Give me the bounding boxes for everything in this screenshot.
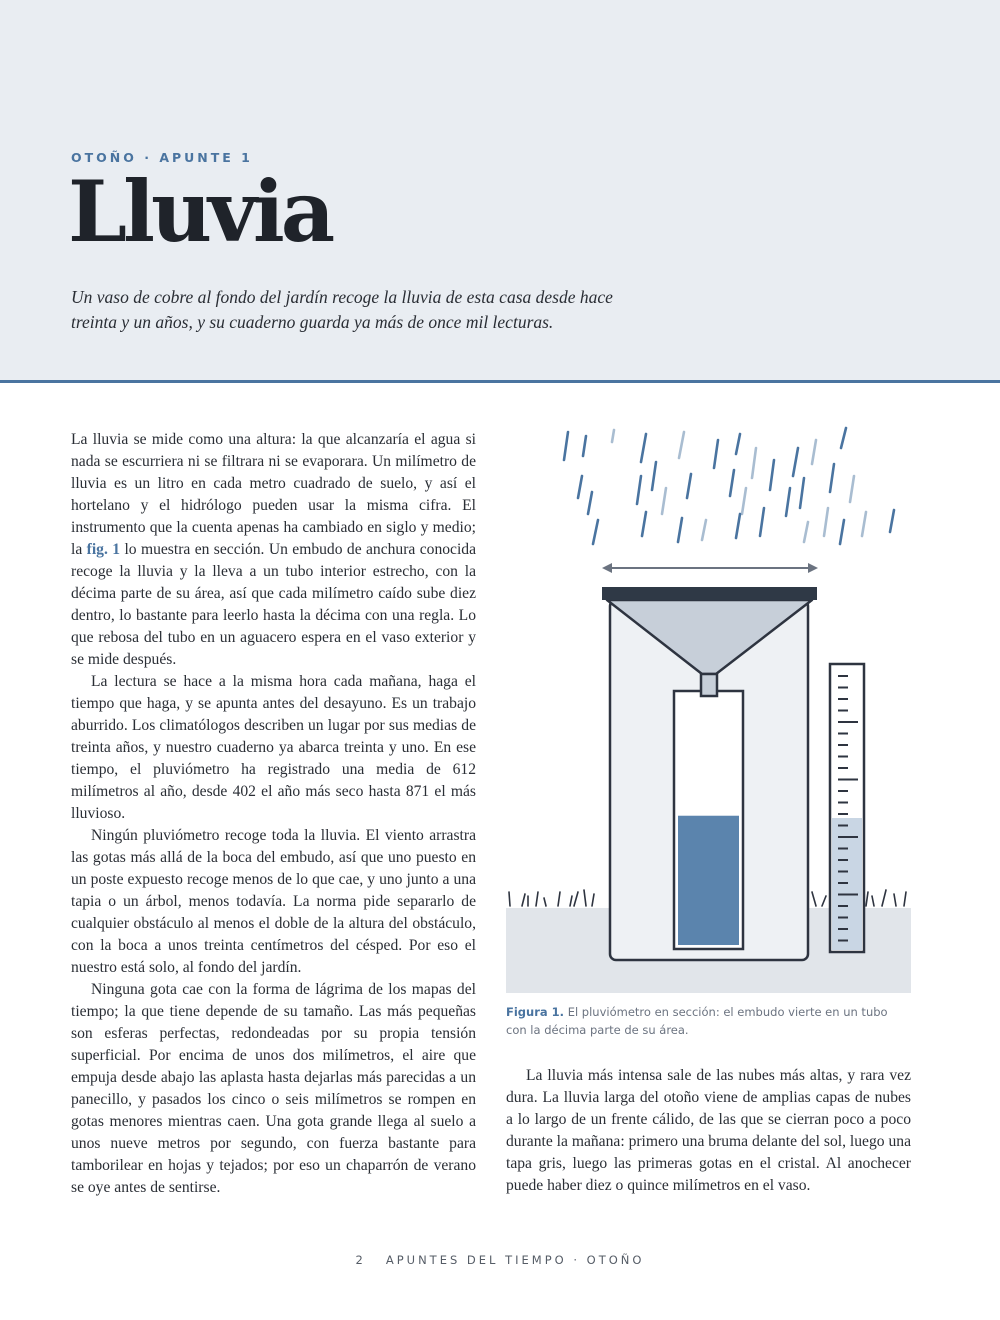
standfirst: Un vaso de cobre al fondo del jardín recoge la lluvia de esta casa desde hace treinta y un años, y su cuaderno guarda ya más de once mil lecturas.: [71, 287, 613, 332]
funnel-spout: [701, 674, 717, 696]
page-title: Lluvia: [68, 162, 332, 261]
paragraph-5: La lluvia más intensa sale de las nubes más altas, y rara vez dura. La lluvia larga del otoño viene de amplias capas de nubes a lo largo de un frente cálido, de las que se cierran poco a poco durante la mañana: primero una bruma delante del sol, luego una tapa gris, luego las primeras gotas en el cristal. Al anochecer puede haber diez o quince milímetros en el vaso.: [506, 1067, 911, 1194]
rain-gauge-illustration: [506, 418, 911, 993]
figure-1-link[interactable]: fig. 1: [86, 541, 121, 558]
paragraph-2: La lectura se hace a la misma hora cada mañana, haga el tiempo que haga, y se apunta antes del desayuno. Es un trabajo aburrido. Los climatólogos describen un lugar por sus medias de treinta años, y nuestro cuaderno ya abarca treinta y uno. En ese tiempo, el pluviómetro ha registrado una media de 612 milímetros al año, desde 402 el año más seco hasta 871 el más lluvioso.: [71, 673, 476, 822]
running-title: APUNTES DEL TIEMPO · OTOÑO: [385, 1253, 645, 1267]
page-number: 2: [355, 1253, 366, 1267]
paragraph-1-start: La lluvia se mide como una altura: la que alcanzaría el agua si nada se escurriera ni se filtrara ni se evaporara. Un milímetro de lluvia es un litro en cada metro cuadrado de suelo, y así el hortelano y el hidrólogo pueden usar la misma cifra. El instrumento que la cuenta apenas ha cambiado en siglo y medio; la: [71, 431, 476, 558]
caption-text: El pluviómetro en sección: el embudo vierte en un tubo con la décima parte de su área.: [506, 1005, 888, 1037]
paragraph-1-end: lo muestra en sección. Un embudo de anchura conocida recoge la lluvia y la lleva a un tubo interior estrecho, con la décima parte de su área, así que cada milímetro caído sube diez dentro, lo bastante para leerlo hasta la décima con una regla. Lo que rebosa del tubo en un aguacero espera en el vaso exterior y se mide después.: [71, 541, 477, 668]
paragraph-4: Ninguna gota cae con la forma de lágrima de los mapas del tiempo; la que tiene depende de su tamaño. Las más pequeñas son esferas perfectas, redondeadas por su propia tensión superficial. Por encima de unos dos milímetros, el aire que empuja desde abajo las aplasta hasta dejarlas más parecidas a un panecillo, y pasados los cinco o seis milímetros se rompen en gotas menores mientras caen. Una gota grande llega al suelo a unos nueve metros por segundo, con fuerza bastante para tamborilear en hojas y tejados; por eso un chaparrón de verano se oye antes de sentirse.: [71, 981, 476, 1196]
width-arrow: [602, 563, 818, 573]
page-header: [0, 0, 1000, 383]
section-kicker: OTOÑO · APUNTE 1: [71, 150, 253, 165]
paragraph-3: Ningún pluviómetro recoge toda la lluvia. El viento arrastra las gotas más allá de la boca del embudo, así que uno puesto en un poste expuesto recoge menos de lo que cae, y uno junto a una tapia o un árbol, menos todavía. La norma pide separarlo de cualquier obstáculo al menos el doble de la altura del obstáculo, con la boca a unos treinta centímetros del césped. Por eso el nuestro está solo, al fondo del jardín.: [71, 827, 476, 976]
body-column-right: [506, 1065, 911, 1197]
caption-label: Figura 1.: [506, 1005, 565, 1019]
gauge-rim: [602, 587, 817, 600]
tube-water: [678, 816, 739, 945]
figure-caption: [506, 1004, 911, 1039]
paragraph-1: [71, 429, 476, 671]
rain-drops: [564, 428, 894, 544]
body-column-left: [71, 429, 476, 1199]
page-footer: [0, 1253, 1000, 1267]
rain-gauge-figure: [506, 418, 911, 993]
